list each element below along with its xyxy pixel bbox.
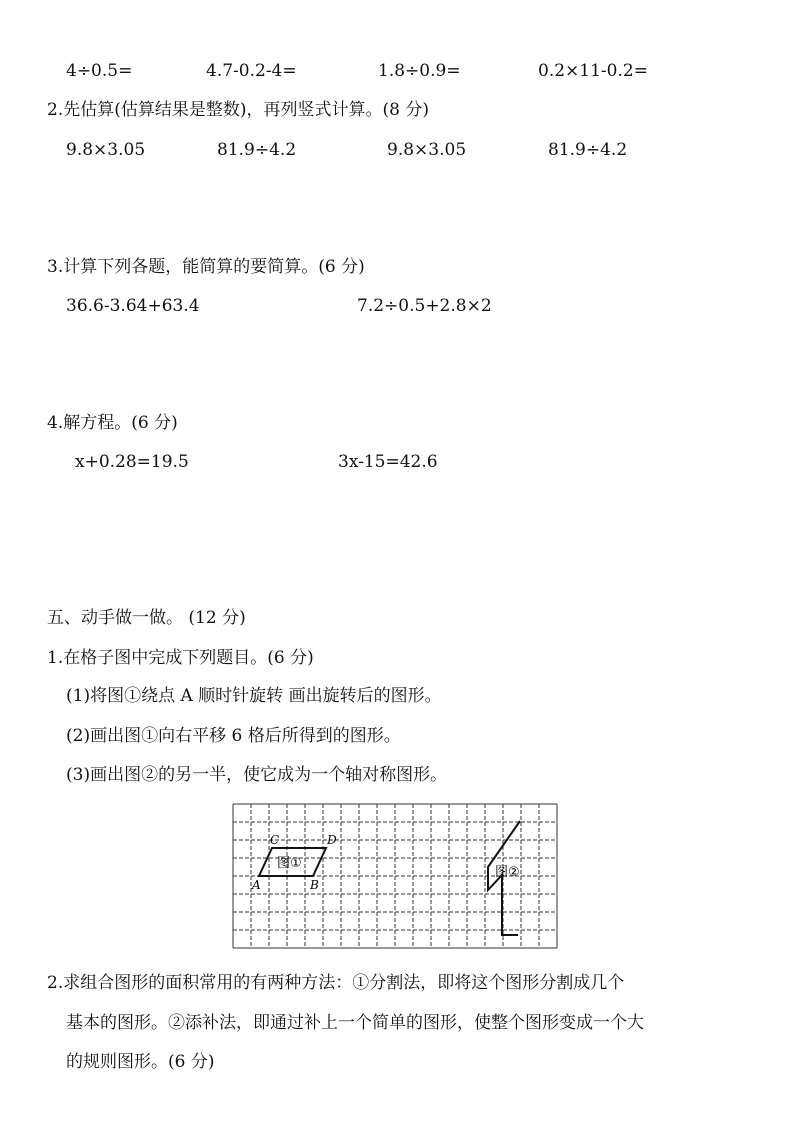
section5-q1-part3: (3)画出图②的另一半，使它成为一个轴对称图形。 xyxy=(66,765,448,785)
label-figure-1: 图① xyxy=(277,856,302,871)
label-point-b: B xyxy=(310,878,319,892)
q3-expr-2: 7.2÷0.5+2.8×2 xyxy=(357,296,492,316)
section5-q1-part1: (1)将图①绕点 A 顺时针旋转 画出旋转后的图形。 xyxy=(66,686,442,706)
q4-title: 4.解方程。(6 分) xyxy=(47,413,178,433)
q2-title: 2.先估算(估算结果是整数)，再列竖式计算。(8 分) xyxy=(47,100,429,120)
q4-equation-1: x+0.28=19.5 xyxy=(75,452,189,472)
label-point-d: D xyxy=(327,833,337,847)
q3-title: 3.计算下列各题，能简算的要简算。(6 分) xyxy=(47,257,365,277)
section5-q2-line2: 基本的图形。②添补法，即通过补上一个简单的图形，使整个图形变成一个大 xyxy=(66,1013,644,1033)
q2-expr-2: 81.9÷4.2 xyxy=(217,140,297,160)
q2-expr-3: 9.8×3.05 xyxy=(387,140,467,160)
q2-expr-4: 81.9÷4.2 xyxy=(548,140,628,160)
expr-4-div-0.5: 4÷0.5= xyxy=(66,61,133,81)
label-point-a: A xyxy=(252,878,261,892)
label-figure-2: 图② xyxy=(495,865,520,880)
section5-q2-line3: 的规则图形。(6 分) xyxy=(66,1052,215,1072)
expr-0.2-times-11: 0.2×11-0.2= xyxy=(538,61,648,81)
q3-expr-1: 36.6-3.64+63.4 xyxy=(66,296,200,316)
section5-q1-part2: (2)画出图①向右平移 6 格后所得到的图形。 xyxy=(66,726,401,746)
grid-figure xyxy=(232,803,566,953)
label-point-c: C xyxy=(270,833,280,847)
section5-title: 五、动手做一做。 (12 分) xyxy=(47,608,246,628)
expr-4.7-minus: 4.7-0.2-4= xyxy=(206,61,297,81)
section5-q1-title: 1.在格子图中完成下列题目。(6 分) xyxy=(47,648,314,668)
expr-1.8-div-0.9: 1.8÷0.9= xyxy=(378,61,461,81)
q4-equation-2: 3x-15=42.6 xyxy=(338,452,438,472)
section5-q2-line1: 2.求组合图形的面积常用的有两种方法：①分割法，即将这个图形分割成几个 xyxy=(47,973,625,993)
q2-expr-1: 9.8×3.05 xyxy=(66,140,146,160)
grid-svg xyxy=(232,803,566,953)
